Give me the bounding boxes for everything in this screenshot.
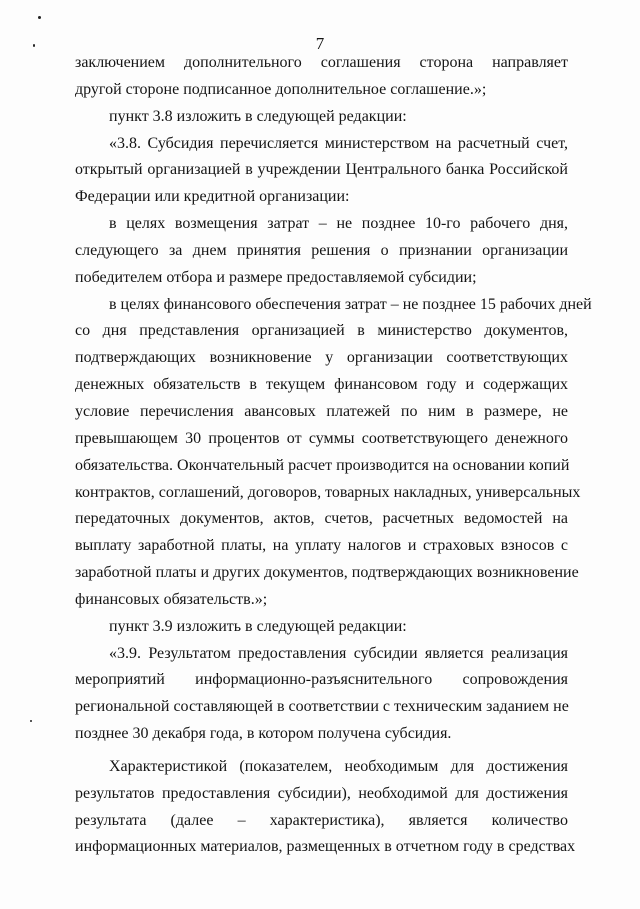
text-line: передаточных документов, актов, счетов, расчетных ведомостей на <box>75 510 568 528</box>
text-line: финансовых обязательств.»; <box>75 590 268 608</box>
text-line: подтверждающих возникновение у организации соответствующих <box>75 349 568 367</box>
text-line: условие перечисления авансовых платежей по ним в размере, не <box>75 402 568 420</box>
text-line: заработной платы и других документов, подтверждающих возникновение <box>75 564 579 582</box>
text-line: мероприятий информационно-разъяснительного сопровождения <box>75 671 568 689</box>
text-line: пункт 3.9 изложить в следующей редакции: <box>109 617 407 635</box>
text-line: в целях финансового обеспечения затрат – не позднее 15 рабочих дней <box>109 295 592 313</box>
text-line: «3.8. Субсидия перечисляется министерством на расчетный счет, <box>109 134 568 152</box>
text-line: денежных обязательств в текущем финансовом году и содержащих <box>75 376 568 394</box>
text-line: со дня представления организацией в министерство документов, <box>75 322 568 340</box>
text-line: другой стороне подписанное дополнительное соглашение.»; <box>75 80 487 98</box>
text-line: заключением дополнительного соглашения сторона направляет <box>75 54 568 71</box>
page-number: 7 <box>315 34 325 53</box>
text-line: следующего за днем принятия решения о признании организации <box>75 241 568 259</box>
text-line: открытый организацией в учреждении Центрального банка Российской <box>75 161 568 179</box>
text-line: «3.9. Результатом предоставления субсидии является реализация <box>109 644 568 662</box>
text-line: Федерации или кредитной организации: <box>75 188 350 206</box>
text-line: позднее 30 декабря года, в котором получена субсидия. <box>75 725 452 743</box>
document-body <box>75 50 592 861</box>
text-line: контрактов, соглашений, договоров, товарных накладных, универсальных <box>75 483 581 501</box>
text-line: обязательства. Окончательный расчет производится на основании копий <box>75 456 570 474</box>
text-line: результата (далее – характеристика), является количество <box>75 811 568 829</box>
text-line: Характеристикой (показателем, необходимым для достижения <box>109 757 568 775</box>
text-line: выплату заработной платы, на уплату налогов и страховых взносов с <box>75 537 568 555</box>
text-line: в целях возмещения затрат – не позднее 10-го рабочего дня, <box>109 215 568 233</box>
text-line: результатов предоставления субсидии), необходимой для достижения <box>75 784 568 802</box>
text-line: информационных материалов, размещенных в отчетном году в средствах <box>75 838 576 856</box>
scan-speck <box>30 720 32 722</box>
text-line: превышающем 30 процентов от суммы соответствующего денежного <box>75 429 568 447</box>
text-line: пункт 3.8 изложить в следующей редакции: <box>109 107 407 125</box>
text-line: победителем отбора и размере предоставляемой субсидии; <box>75 268 477 286</box>
scan-speck <box>38 16 41 19</box>
text-line: региональной составляющей в соответствии с техническим заданием не <box>75 698 569 716</box>
